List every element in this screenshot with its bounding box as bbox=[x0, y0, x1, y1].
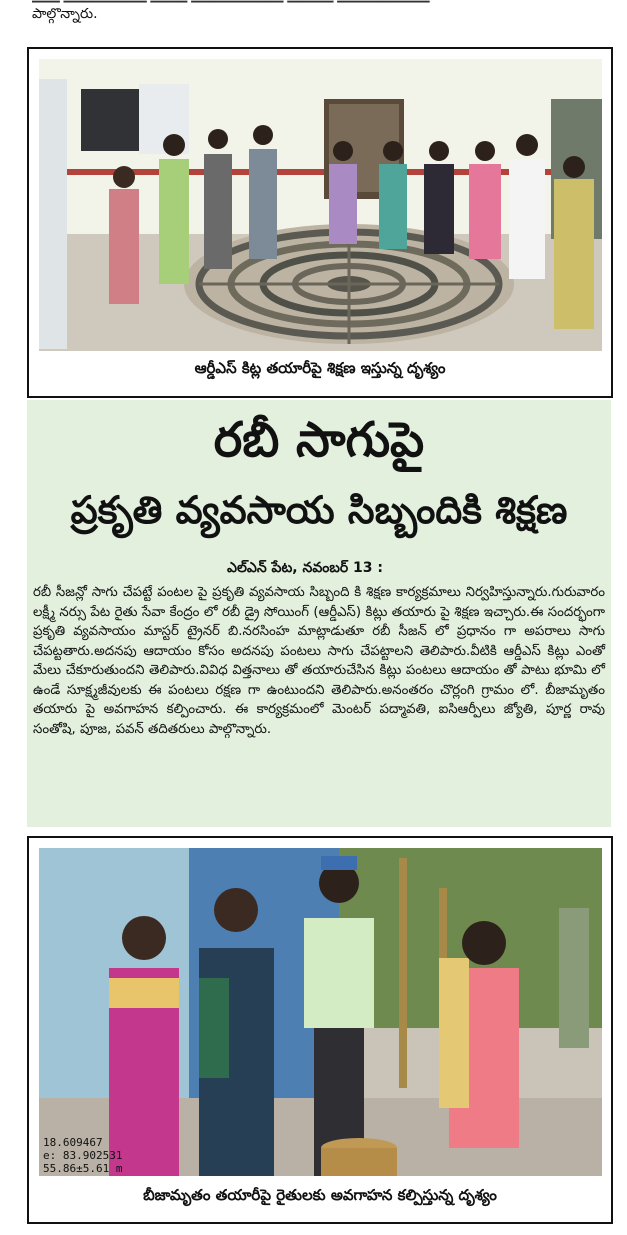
fragment-last-line: పాల్గొన్నారు. bbox=[32, 6, 98, 22]
article-body: రబీ సీజన్లో సాగు చేపట్టే పంటల పై ప్రకృతి వ్యవసాయ సిబ్బంది కి శిక్షణ కార్యక్రమాలు నిర్వహిస్తున్నారు.గురువారం లక్ష్మీ నర్సు పేట రైతు సేవా కేంద్రం లో రబీ డ్రై సోయింగ్ (ఆర్డీఎస్) కిట్లు తయారు పై శిక్షణ ఇచ్చారు.ఈ సందర్భంగా ప్రకృతి వ్యవసాయం మాస్టర్ ట్రైనర్ బి.నరసింహ మాట్లాడుతూ రబీ సీజన్ లో ప్రధానం గా అపరాలు సాగు చేపట్టతారు.అదనపు ఆదాయం కోసం అదనపు పంటలు సాగు చేపట్టాలని తెలిపారు.వీటికి ఆర్డీఎస్ కిట్లు ఎంతో మేలు చేకూరుతుందని తెలిపారు.వివిధ విత్తనాలు తో తయారుచేసిన కిట్లు పంటలు ఆదాయం తో పాటు భూమి లో ఉండే సూక్ష్మజీవులకు ఈ పంటలు రక్షణ గా ఉంటుందని తెలిపారు.అనంతరం చొర్లంగి గ్రామం లో. బీజామృతం తయారు పై అవగాహన కల్పించారు. ఈ కార్యక్రమంలో మెంటర్ పద్మావతి, ఐసిఆర్పీలు జ్యోతి, పూర్ణ రావు సంతోషి, పూజ, పవన్ తదితరులు పాల్గొన్నారు. bbox=[33, 585, 605, 737]
dateline: ఎల్ఎన్ పేట, నవంబర్ 13 : bbox=[227, 560, 384, 576]
headline-line-2: ప్రకృతి వ్యవసాయ సిబ్బందికి శిక్షణ bbox=[70, 488, 568, 532]
bijamrutham-photo bbox=[39, 848, 602, 1176]
gps-line-1: 18.609467 bbox=[43, 1136, 103, 1149]
gps-line-2: e: 83.902531 bbox=[43, 1149, 123, 1162]
previous-article-fragment bbox=[32, 0, 612, 32]
news-article bbox=[27, 400, 611, 827]
training-photo bbox=[39, 59, 602, 351]
gps-line-3: 55.86±5.61 m bbox=[43, 1162, 123, 1175]
photo-frame-bijamrutham bbox=[27, 836, 613, 1224]
training-room-illustration bbox=[39, 59, 602, 351]
photo-caption: ఆర్డీఎస్ కిట్ల తయారీపై శిక్షణ ఇస్తున్న దృశ్యం bbox=[194, 359, 446, 377]
village-scene-illustration bbox=[39, 848, 602, 1176]
photo-frame-training bbox=[27, 47, 613, 398]
headline-line-1: రబీ సాగుపై bbox=[213, 412, 425, 468]
photo-caption: బీజామృతం తయారీపై రైతులకు అవగాహన కల్పిస్తున్న దృశ్యం bbox=[143, 1186, 497, 1204]
